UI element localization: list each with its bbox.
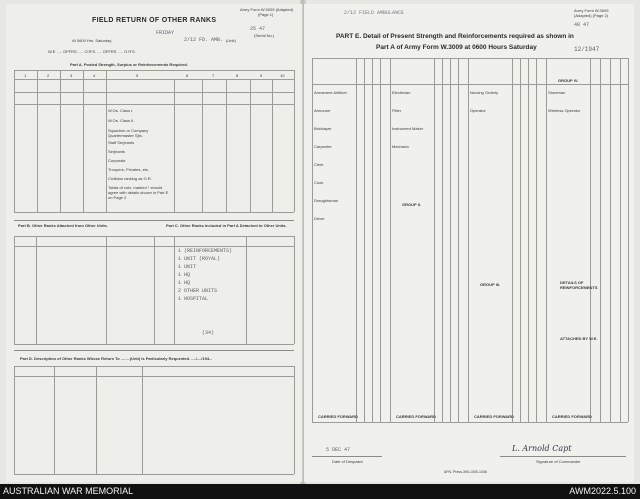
col-number-9: 9 <box>260 73 263 78</box>
col-number-3: 3 <box>70 73 73 78</box>
form-title: FIELD RETURN OF OTHER RANKS <box>92 17 217 24</box>
col-number-7: 7 <box>212 73 215 78</box>
trade-row: Armament Artificer <box>314 90 347 95</box>
army-form-label: Army Form W.3009 (Adapted) <box>240 7 294 12</box>
print-note: AFN. Press-390-1000-1046 <box>444 470 487 474</box>
trade-row: Fitter <box>392 108 402 113</box>
typed-day: FRIDAY <box>156 30 175 36</box>
details-reinforcements-heading: DETAILS OF REINFORCEMENTS <box>560 280 598 290</box>
typed-serial: 25 47 <box>250 26 266 32</box>
accession-number: AWM2022.5.100 <box>569 486 636 496</box>
divider <box>14 220 294 221</box>
we-line: W.E. .... OFFRS. .... O.R'S. .... OFFRS. .... O.R'S. <box>48 49 136 54</box>
col-number-10: 10 <box>280 73 285 78</box>
trade-row: Wireless Operator <box>548 108 581 113</box>
row-label-sgt: Serjeants <box>108 149 125 154</box>
group-heading: GROUP II. <box>402 202 422 207</box>
army-form-label: Army Form W.3009 <box>574 8 609 13</box>
col-number-1: 1 <box>24 73 27 78</box>
col-number-2: 2 <box>47 73 50 78</box>
signature-line <box>500 456 626 457</box>
group-heading: GROUP III. <box>480 282 501 287</box>
despatch-line <box>312 456 382 457</box>
trade-row: Operator <box>470 108 486 113</box>
part-c-entry: 1 HQ <box>178 272 191 278</box>
trade-row: Carpenter <box>314 144 332 149</box>
part-c-entry: 2 OTHER UNITS <box>178 288 218 294</box>
trade-row: Storeman <box>548 90 566 95</box>
typed-date: 12/1947 <box>574 46 600 53</box>
part-c-entry: 1 UNIT <box>178 264 197 270</box>
trade-row: Mechanic <box>392 144 410 149</box>
row-label-wo1: W.Os. Class I. <box>108 108 134 113</box>
row-label-cpl: Corporals <box>108 158 126 163</box>
divider <box>14 350 294 351</box>
signature-of-commander-label: Signature of Commander <box>536 459 581 464</box>
trade-row: Bricklayer <box>314 126 332 131</box>
serial-label: (Serial No.) <box>254 33 275 38</box>
col-number-8: 8 <box>236 73 239 78</box>
trade-row: Nursing Orderly <box>470 90 499 95</box>
carried-forward-label: CARRIED FORWARD <box>318 414 358 419</box>
part-c-entry: 1 UNIT (ROYAL) <box>178 256 221 262</box>
trade-row: Instrument Maker <box>392 126 424 131</box>
trade-row: Electrician <box>392 90 411 95</box>
unit-label: (Unit) <box>226 38 236 43</box>
footer-bar <box>0 484 640 499</box>
part-e-heading-2: Part A of Army Form W.3009 at 0600 Hours Saturday <box>376 44 537 51</box>
part-c-entry: 1 (REINFORCEMENTS) <box>178 248 233 254</box>
row-label-ssgt: Staff Serjeants <box>108 140 135 145</box>
part-b-heading: Part B. Other Ranks Attached from Other Units. <box>18 223 108 228</box>
trade-row: Cook <box>314 180 324 185</box>
left-page <box>6 4 303 482</box>
row-label-cqms: Squadron or Company Quartermaster Sjts. <box>108 128 149 138</box>
row-label-totals: Totals of cols. marked * should agree with details shown in Part E on Page 2 <box>108 185 169 200</box>
trade-row: Clerk <box>314 162 324 167</box>
commander-signature: L. Arnold Capt <box>512 444 572 453</box>
at-hours-label: At 0600 Hrs. Saturday <box>72 38 112 43</box>
typed-despatch-date: 5 DEC 47 <box>326 447 351 453</box>
page-number-label: (Page 1) <box>258 12 274 17</box>
row-label-pte: Troopers, Privates, etc. <box>108 167 150 172</box>
institution-name: AUSTRALIAN WAR MEMORIAL <box>3 486 134 496</box>
group-heading: GROUP IV. <box>558 78 579 83</box>
row-label-civ: Civilians ranking as O.R. <box>108 176 152 181</box>
trade-row: Driver <box>314 216 325 221</box>
part-a-heading: Part A. Posted Strength, Surplus or Reinforcements Required. <box>70 62 188 67</box>
col-number-6: 6 <box>186 73 189 78</box>
part-c-total: (34) <box>202 330 215 336</box>
right-page <box>304 4 634 482</box>
carried-forward-label: CARRIED FORWARD <box>474 414 514 419</box>
typed-unit: 2/12 FD. AMB. <box>184 37 224 43</box>
part-c-entry: 1 HOSPITAL <box>178 296 209 302</box>
trade-row: Armourer <box>314 108 331 113</box>
row-label-wo2: W.Os. Class II. <box>108 118 135 123</box>
col-number-5: 5 <box>136 73 139 78</box>
part-c-heading: Part C. Other Ranks Included in Part A Detached to Other Units. <box>166 223 287 228</box>
part-d-heading: Part D. Description of Other Ranks Whose Return To ........(Unit) Is Particularly Requested. ..../..../194... <box>20 356 213 361</box>
typed-serial: 48 47 <box>574 22 590 28</box>
page-number-label: (Adapted) (Page 2) <box>574 13 609 18</box>
typed-unit-header: 2/12 FIELD AMBULANCE <box>344 10 405 16</box>
part-c-entry: 1 HQ <box>178 280 191 286</box>
carried-forward-label: CARRIED FORWARD <box>396 414 436 419</box>
date-of-despatch-label: Date of Despatch <box>332 459 363 464</box>
part-e-heading: PART E. Detail of Present Strength and Reinforcements required as shown in <box>336 33 574 40</box>
carried-forward-label: CARRIED FORWARD <box>552 414 592 419</box>
attached-heading: ATTACHED BY W.E. <box>560 336 598 341</box>
trade-row: Draughtsman <box>314 198 339 203</box>
col-number-4: 4 <box>93 73 96 78</box>
